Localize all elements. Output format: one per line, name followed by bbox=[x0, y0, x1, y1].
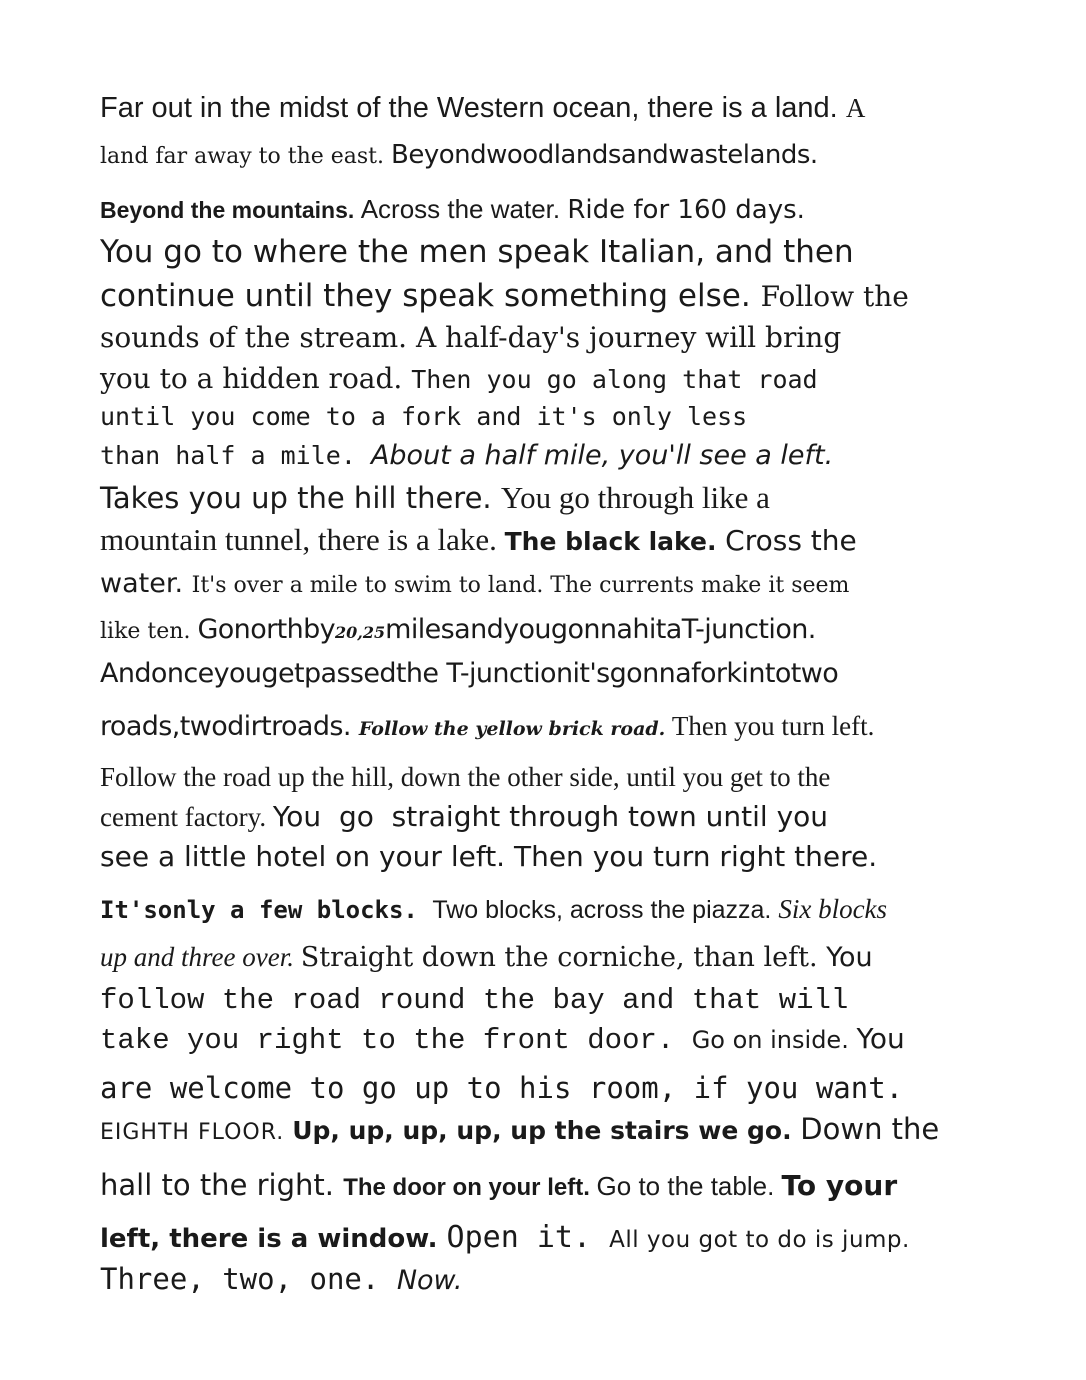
text-run: Then you go along that road bbox=[411, 365, 818, 394]
text-run: are welcome to go up to his room, if you want. bbox=[100, 1071, 904, 1105]
text-line-1 bbox=[100, 92, 865, 125]
text-run: milesandyougonnahitaT-junction. bbox=[385, 614, 816, 645]
text-run: To your bbox=[781, 1169, 898, 1202]
text-run: The door on your left. bbox=[343, 1174, 597, 1201]
text-run: You go straight through town until you bbox=[272, 800, 829, 833]
text-line-19 bbox=[100, 894, 887, 925]
text-line-16 bbox=[100, 762, 830, 793]
text-run: sounds of the stream. A half-day's journey will bring bbox=[100, 321, 842, 354]
text-line-7 bbox=[100, 362, 818, 395]
text-run: Then you turn left. bbox=[671, 711, 875, 741]
text-run: Three, two, one. bbox=[100, 1262, 397, 1296]
text-line-11 bbox=[100, 522, 857, 558]
text-run: You bbox=[826, 942, 873, 973]
text-run: About a half mile, you'll see a left. bbox=[370, 440, 834, 471]
text-run: Go to the table. bbox=[596, 1171, 782, 1201]
text-run: Go on inside. bbox=[691, 1026, 857, 1054]
text-line-20 bbox=[100, 942, 873, 973]
text-run: Follow the bbox=[760, 280, 909, 313]
text-run: Beyondwoodlandsandwastelands. bbox=[391, 140, 818, 170]
text-run: It's over a mile to swim to land. The currents make it seem bbox=[191, 573, 850, 598]
text-run: left, there is a window. bbox=[100, 1224, 447, 1254]
text-run: like ten. bbox=[100, 619, 198, 644]
text-run: hall to the right. bbox=[100, 1168, 344, 1202]
text-run: Far out in the midst of the Western ocean, there is a land. bbox=[100, 92, 846, 124]
text-run: The black lake. bbox=[504, 527, 726, 556]
text-line-18 bbox=[100, 840, 877, 873]
text-run: You go through like a bbox=[500, 480, 770, 515]
text-line-22 bbox=[100, 1022, 905, 1057]
text-run: You bbox=[856, 1022, 905, 1055]
text-line-3 bbox=[100, 194, 805, 225]
text-run: continue until they speak something else. bbox=[100, 278, 761, 314]
text-run: than half a mile. bbox=[100, 441, 371, 470]
text-line-6 bbox=[100, 321, 841, 354]
text-run: All you got to do is jump. bbox=[609, 1227, 910, 1253]
text-run: EIGHTH FLOOR. bbox=[100, 1120, 293, 1145]
text-run: Down the bbox=[800, 1112, 940, 1146]
text-run: see a little hotel on your left. Then you turn right there. bbox=[100, 840, 878, 873]
text-run: Six blocks bbox=[778, 894, 888, 924]
text-line-5 bbox=[100, 278, 909, 314]
text-line-27 bbox=[100, 1262, 462, 1296]
text-run: Cross the bbox=[725, 524, 857, 557]
text-line-8 bbox=[100, 402, 747, 431]
text-line-26 bbox=[100, 1220, 910, 1255]
text-run: Straight down the corniche, than left. bbox=[300, 942, 827, 973]
text-line-12 bbox=[100, 568, 849, 599]
text-line-4 bbox=[100, 234, 854, 270]
text-run: up and three over. bbox=[100, 942, 301, 972]
text-run: Ride for 160 days. bbox=[567, 195, 805, 225]
text-run: land far away to the east. bbox=[100, 144, 392, 169]
text-run: take you right to the front door. bbox=[100, 1024, 692, 1057]
text-line-24 bbox=[100, 1112, 939, 1146]
text-run: Now. bbox=[396, 1265, 463, 1296]
text-run: until you come to a fork and it's only less bbox=[100, 402, 748, 431]
text-line-21 bbox=[100, 984, 848, 1017]
text-run: Two blocks, across the piazza. bbox=[432, 896, 779, 924]
text-line-17 bbox=[100, 800, 828, 833]
text-run: Follow the road up the hill, down the other side, until you get to the bbox=[100, 762, 831, 792]
text-run: It'sonly a few blocks. bbox=[100, 896, 433, 924]
text-run: A bbox=[845, 93, 866, 123]
text-run: you to a hidden road. bbox=[100, 362, 412, 395]
text-run: follow the road round the bay and that will bbox=[100, 984, 849, 1017]
text-run: Open it. bbox=[446, 1220, 610, 1255]
text-run: Takes you up the hill there. bbox=[100, 481, 501, 515]
text-run: You go to where the men speak Italian, and then bbox=[100, 234, 854, 270]
text-run: 20,25 bbox=[335, 623, 386, 642]
text-line-13 bbox=[100, 614, 816, 645]
text-run: cement factory. bbox=[100, 802, 273, 832]
text-run: Across the water. bbox=[360, 194, 568, 224]
text-run: Gonorthby bbox=[197, 614, 336, 645]
text-line-14 bbox=[100, 658, 838, 689]
text-run: Andonceyougetpassedthe T-junctionit'sgonnaforkintotwo bbox=[100, 658, 839, 689]
text-line-15 bbox=[100, 711, 874, 742]
text-run: mountain tunnel, there is a lake. bbox=[100, 522, 505, 557]
text-run: roads,twodirtroads. bbox=[100, 711, 359, 742]
text-line-2 bbox=[100, 140, 818, 170]
text-run: Beyond the mountains. bbox=[100, 197, 361, 223]
text-run: water. bbox=[100, 568, 192, 599]
text-line-9 bbox=[100, 440, 833, 471]
text-run: Up, up, up, up, up the stairs we go. bbox=[292, 1116, 801, 1145]
text-line-25 bbox=[100, 1168, 897, 1202]
text-line-23 bbox=[100, 1071, 903, 1105]
text-run: Follow the yellow brick road. bbox=[358, 718, 672, 740]
text-line-10 bbox=[100, 480, 770, 516]
